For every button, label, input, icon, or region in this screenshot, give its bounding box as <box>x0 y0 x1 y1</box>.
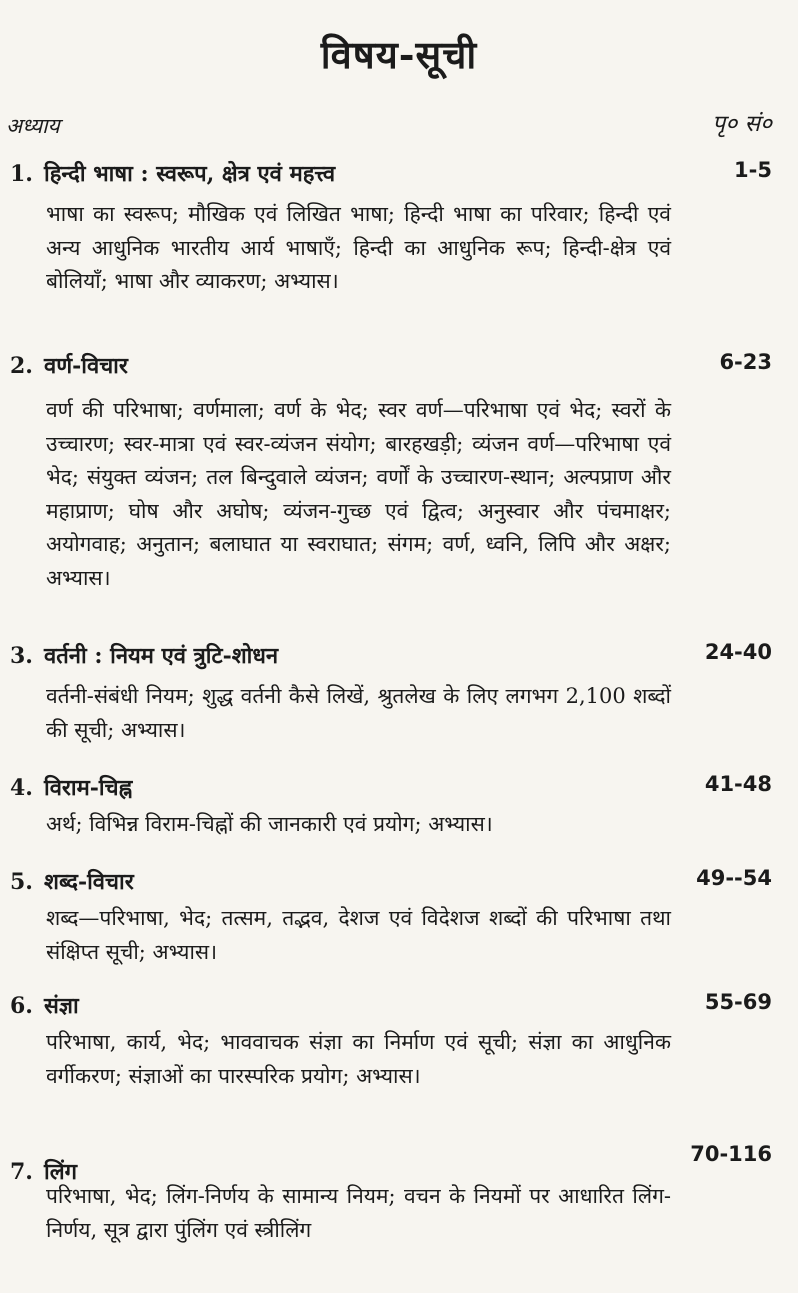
chapter-heading <box>10 866 134 896</box>
chapter-page-range: 49--54 <box>696 866 772 890</box>
chapter-number: 2. <box>10 353 33 379</box>
page-number-column-header: पृ० सं० <box>712 111 772 137</box>
chapter-number: 5. <box>10 869 33 895</box>
chapter-topics: वर्ण की परिभाषा; वर्णमाला; वर्ण के भेद; स्वर वर्ण—परिभाषा एवं भेद; स्वरों के उच्चारण; स्वर-मात्रा एवं स्वर-व्यंजन संयोग; बारहखड़ी; व्यंजन वर्ण—परिभाषा एवं भेद; संयुक्त व्यंजन; तल बिन्दुवाले व्यंजन; वर्णों के उच्चारण-स्थान; अल्पप्राण और महाप्राण; घोष और अघोष; व्यंजन-गुच्छ एवं द्वित्व; अनुस्वार और पंचमाक्षर; अयोगवाह; अनुतान; बलाघात या स्वराघात; संगम; वर्ण, ध्वनि, लिपि और अक्षर; अभ्यास। <box>46 398 671 590</box>
chapter-heading <box>10 990 79 1020</box>
chapter-topics: भाषा का स्वरूप; मौखिक एवं लिखित भाषा; हिन्दी भाषा का परिवार; हिन्दी एवं अन्य आधुनिक भारतीय आर्य भाषाएँ; हिन्दी का आधुनिक रूप; हिन्दी-क्षेत्र एवं बोलियाँ; भाषा और व्याकरण; अभ्यास। <box>46 202 671 293</box>
chapter-heading <box>10 772 132 802</box>
chapter-heading <box>10 350 128 380</box>
chapter-heading <box>10 158 335 188</box>
chapter-heading <box>10 640 278 670</box>
chapter-page-range: 6-23 <box>719 350 772 374</box>
chapter-number: 4. <box>10 775 33 801</box>
chapter-column-header: अध्याय <box>6 114 60 138</box>
chapter-number: 3. <box>10 643 33 669</box>
chapter-topics: शब्द—परिभाषा, भेद; तत्सम, तद्भव, देशज एवं विदेशज शब्दों की परिभाषा तथा संक्षिप्त सूची; अभ्यास। <box>46 906 671 964</box>
chapter-page-range: 24-40 <box>704 640 772 664</box>
chapter-topics: परिभाषा, कार्य, भेद; भाववाचक संज्ञा का निर्माण एवं सूची; संज्ञा का आधुनिक वर्गीकरण; संज्ञाओं का पारस्परिक प्रयोग; अभ्यास। <box>46 1030 671 1088</box>
chapter-number: 1. <box>10 161 33 187</box>
chapter-title: विराम-चिह्न <box>44 775 133 801</box>
chapter-title: लिंग <box>44 1159 78 1185</box>
page-title: विषय-सूची <box>320 32 478 77</box>
chapter-title: संज्ञा <box>44 993 79 1019</box>
chapter-title: हिन्दी भाषा : स्वरूप, क्षेत्र एवं महत्त्व <box>44 161 336 187</box>
chapter-number: 7. <box>10 1159 33 1185</box>
chapter-page-range: 1-5 <box>734 158 772 182</box>
chapter-title: वर्ण-विचार <box>44 353 128 379</box>
chapter-page-range: 41-48 <box>704 772 772 796</box>
chapter-topics: अर्थ; विभिन्न विराम-चिह्नों की जानकारी एवं प्रयोग; अभ्यास। <box>46 812 493 836</box>
chapter-number: 6. <box>10 993 33 1019</box>
chapter-topics: वर्तनी-संबंधी नियम; शुद्ध वर्तनी कैसे लिखें, श्रुतलेख के लिए लगभग 2,100 शब्दों की सूची; अभ्यास। <box>46 684 671 742</box>
chapter-title: वर्तनी : नियम एवं त्रुटि-शोधन <box>44 643 279 669</box>
chapter-title: शब्द-विचार <box>44 869 134 895</box>
chapter-page-range: 55-69 <box>704 990 772 1014</box>
chapter-page-range: 70-116 <box>690 1142 772 1166</box>
chapter-topics: परिभाषा, भेद; लिंग-निर्णय के सामान्य नियम; वचन के नियमों पर आधारित लिंग-निर्णय, सूत्र द्वारा पुंलिंग एवं स्त्रीलिंग <box>46 1184 671 1242</box>
